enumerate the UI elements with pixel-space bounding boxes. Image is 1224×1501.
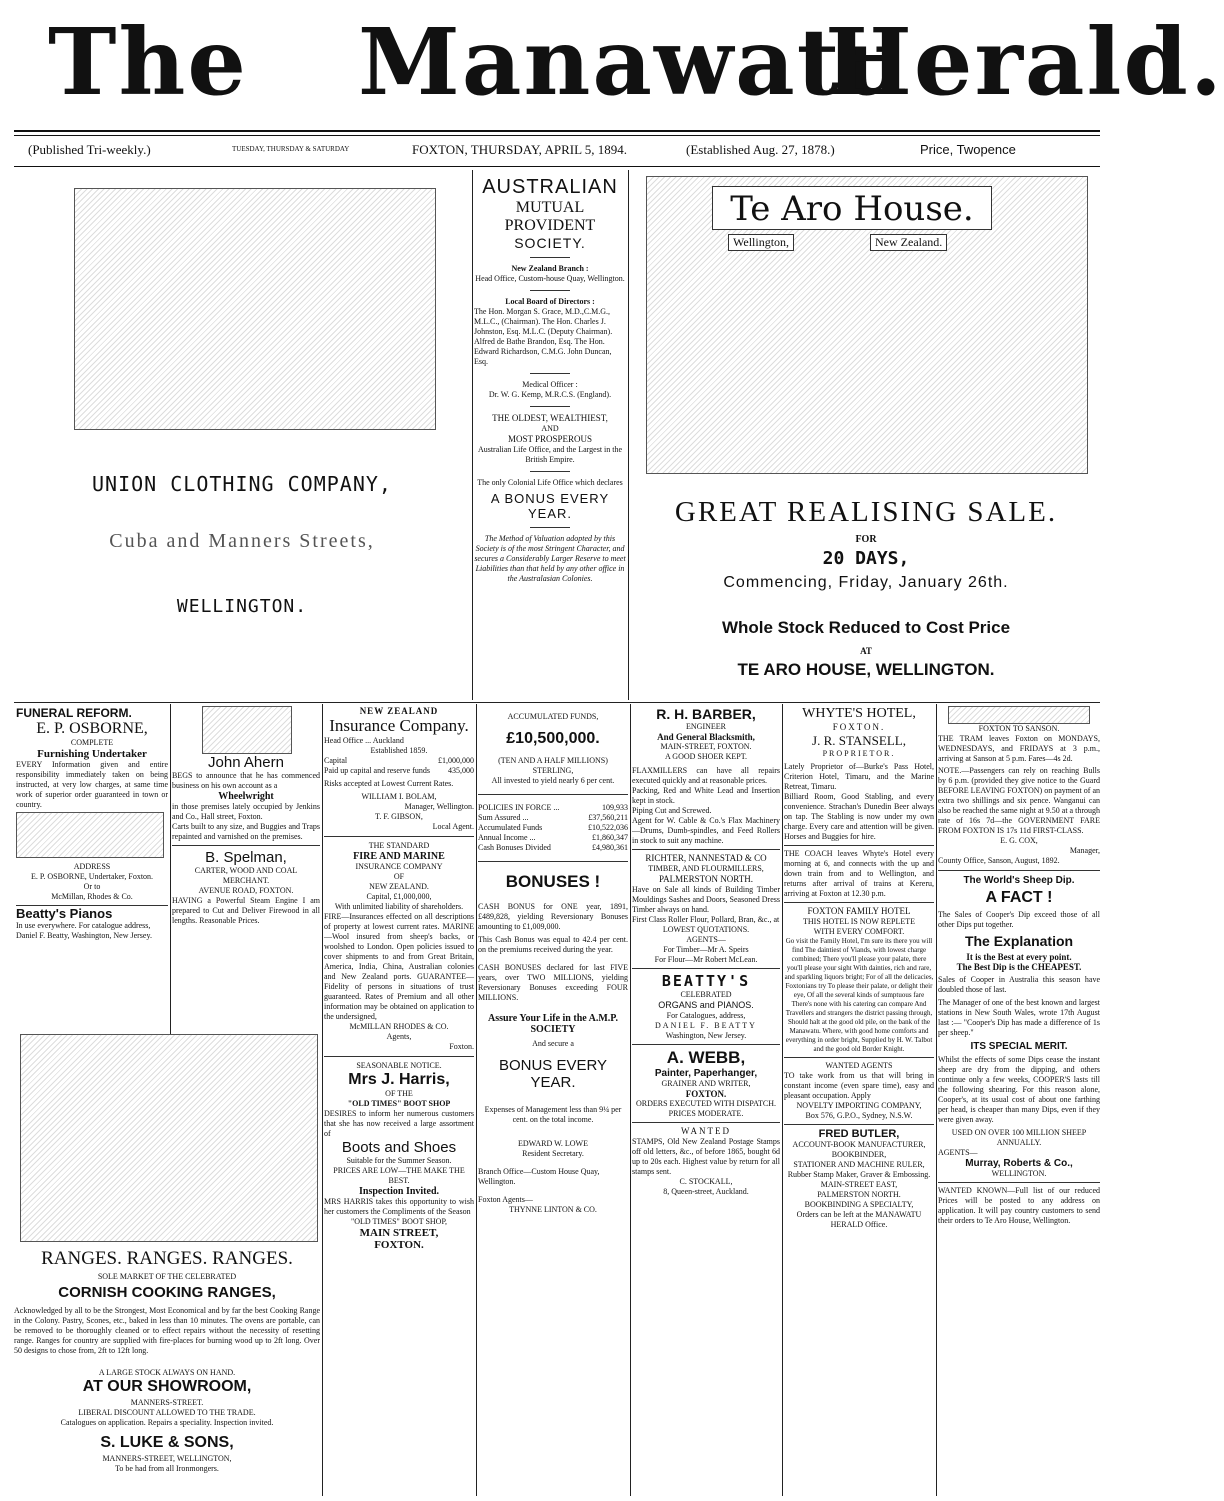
funeral-reform-ad (16, 706, 168, 1032)
sheep-heading: The World's Sheep Dip. (963, 875, 1075, 886)
tram-cox: E. G. COX, (1000, 836, 1038, 845)
butler-t4: Rubber Stamp Maker, Graver & Embossing. (787, 1170, 931, 1179)
family-comfort: WITH EVERY COMFORT. (813, 927, 905, 936)
sheep-used: USED ON OVER 100 MILLION SHEEP ANNUALLY. (951, 1128, 1087, 1147)
sale-at: AT (860, 646, 872, 656)
tram-heading: FOXTON TO SANSON. (978, 724, 1060, 733)
harris-boots: Boots and Shoes (341, 1139, 457, 1156)
amp-cash-1: CASH BONUS for ONE year, 1891, £489,828, yielding Reversionary Bonuses amounting to £1,009,000. (478, 902, 628, 931)
amp-foxton-agents: Foxton Agents— (478, 1195, 533, 1204)
amp-sum-label: Sum Assured ... (478, 813, 529, 822)
beatty-catalogues: For Catalogues, address, (666, 1011, 746, 1020)
amp-and: AND (541, 424, 559, 433)
dateline-published: (Published Tri-weekly.) (28, 142, 151, 157)
richter-text-2: First Class Roller Flour, Pollard, Bran, &c., at (632, 915, 780, 924)
sheep-best: It is the Best at every point. (966, 952, 1072, 962)
harris-summer: Suitable for the Summer Season. (346, 1156, 452, 1165)
column-rule (170, 704, 171, 1034)
amp-secretary: Resident Secretary. (522, 1149, 584, 1158)
harris-shop: "OLD TIMES" BOOT SHOP (347, 1099, 451, 1108)
harris-inspection: Inspection Invited. (358, 1186, 439, 1197)
ranges-ad (14, 1034, 320, 1496)
ahern-text-2: in those premises lately occupied by Jenkins and Co., Hall street, Foxton. (172, 802, 320, 821)
family-verse: Go visit the Family Hotel, I'm sure its there you will find The daintiest of Viands, with lowest charge combined; There you'll please your palate, there you'll please your sight With dainties, rich and rare, and sparkling liquors bright; For of all the delicacies, Foxtonians try To please their palate, or delight their eye, Of all the several kinds of sumptuous fare There's none with his catering can compare And Travellers and strangers the district passing through, Should halt at the good old pile, on the bank of the Manawatu. Where, with good home comforts and everything in order bright, Supplied by H. W. Talbot and the good old Border Knight. (784, 937, 934, 1053)
nzins-risks: Risks accepted at Lowest Current Rates. (324, 779, 454, 788)
ahern-wheelwright: Wheelwright (218, 791, 274, 802)
stamps-name: C. STOCKALL, (679, 1177, 733, 1186)
masthead-the: The (48, 8, 248, 116)
whyte-stansell: J. R. STANSELL, (812, 733, 906, 748)
barber-text-4: Agent for W. Cable & Co.'s Flax Machinery—Drums, Dumb-spindles, and Feed Rollers in stock to suit any machine. (632, 816, 780, 845)
ahern-text-3: Carts built to any size, and Buggies and Traps repainted and varnished on the premises. (172, 822, 320, 841)
sale-location: TE ARO HOUSE, WELLINGTON. (737, 660, 995, 679)
beatty-heading: BEATTY'S (661, 972, 751, 990)
rule (14, 135, 1100, 136)
amp-branch-heading: New Zealand Branch : (511, 264, 589, 273)
funeral-mcmillan: McMillan, Rhodes & Co. (51, 892, 133, 901)
dateline-price: Price, Twopence (920, 142, 1016, 157)
ranges-address: MANNERS-STREET, WELLINGTON, (102, 1454, 232, 1463)
barber-address: MAIN-STREET, FOXTON. (660, 742, 752, 751)
nzins-company: Insurance Company. (329, 716, 469, 735)
standard-fire-marine: FIRE AND MARINE (353, 851, 445, 862)
harris-main-street: MAIN STREET, (359, 1227, 439, 1239)
standard-foxton: Foxton. (449, 1042, 474, 1051)
ahern-text-1: BEGS to announce that he has commenced business on his own account as a (172, 771, 320, 790)
amp-expenses: Expenses of Management less than 9¼ per cent. on the total income. (484, 1105, 622, 1124)
amp-sterling: STERLING, (532, 766, 574, 775)
agents-box: Box 576, G.P.O., Sydney, N.S.W. (805, 1111, 913, 1120)
column-rule (936, 704, 937, 1496)
te-aro-house-ad (632, 176, 1100, 700)
spelman-text: HAVING a Powerful Steam Engine I am prepared to Cut and Deliver Firewood in all lengths. Reasonable Prices. (172, 896, 320, 925)
richter-palmerston: PALMERSTON NORTH. (659, 874, 753, 884)
sheep-text-1: The Sales of Cooper's Dip exceed those of all other Dips put together. (938, 910, 1100, 929)
amp-largest: Australian Life Office, and the Largest in the British Empire. (477, 445, 623, 464)
beatty-celebrated: CELEBRATED (680, 990, 732, 999)
amp-only: The only Colonial Life Office which declares (477, 478, 623, 487)
tram-manager: Manager, (1069, 846, 1100, 855)
te-aro-wellington: Wellington, (728, 234, 794, 251)
nzins-capital-value: £1,000,000 (438, 756, 474, 765)
butler-name: FRED BUTLER, (818, 1128, 900, 1140)
richter-name: RICHTER, NANNESTAD & CO (645, 853, 767, 863)
butler-t1: ACCOUNT-BOOK MANUFACTURER, (792, 1140, 926, 1149)
nzins-paid-value: 435,000 (448, 766, 474, 775)
beatty-organs: ORGANS and PIANOS. (658, 1000, 754, 1010)
amp-linton: THYNNE LINTON & CO. (509, 1205, 597, 1214)
nzins-gibson: T. F. GIBSON, (375, 812, 423, 821)
barber-text-2: Packing, Red and White Lead and Insertion kept in stock. (632, 786, 780, 805)
webb-grainer: GRAINER AND WRITER, (661, 1079, 751, 1088)
sale-commencing: Commencing, Friday, January 26th. (723, 574, 1009, 591)
ranges-ironmongers: To be had from all Ironmongers. (115, 1464, 219, 1473)
richter-agents: AGENTS— (686, 935, 726, 944)
sheep-text-3: The Manager of one of the best known and largest stations in New South Wales, wrote 17th August last :— "Cooper's Dip has made a difference of 1s per sheep." (938, 998, 1100, 1037)
amp-board-heading: Local Board of Directors : (505, 297, 595, 306)
stamps-heading: WANTED (681, 1126, 731, 1136)
range-engraving-image (20, 1034, 318, 1242)
butler-t2: BOOKBINDER, (831, 1150, 887, 1159)
butler-t5: MAIN-STREET EAST, (820, 1180, 898, 1189)
richter-text-1: Have on Sale all kinds of Building Timber Mouldings Sashes and Doors, Seasoned Dress Timber always on hand. (632, 885, 780, 914)
sheep-text-4: Whilst the effects of some Dips cease the instant sheep are dry from the dipping, and others continue only a few weeks, COOPER'S lasts till the following shearing. For this reason alone, Cooper's, at its usual cost of about one farthing per head, is cheaper than many Dips, even if they were given away. (938, 1055, 1100, 1124)
ranges-stock: A LARGE STOCK ALWAYS ON HAND. (98, 1368, 236, 1377)
column-rule (628, 170, 629, 700)
barber-engineer: ENGINEER (686, 722, 726, 731)
tram-office: County Office, Sanson, August, 1892. (938, 856, 1060, 865)
whyte-foxton: FOXTON. (832, 722, 886, 732)
ranges-showroom: AT OUR SHOWROOM, (82, 1378, 252, 1395)
harris-foxton: FOXTON. (374, 1239, 424, 1251)
stamps-text: STAMPS, Old New Zealand Postage Stamps off old letters, &c., of before 1865, bought 6d up to 20s each. Highest value by return for all stamps sent. (632, 1137, 780, 1176)
tram-note: NOTE.—Passengers can rely on reaching Bulls by 6 p.m. (provided they give notice to the Guard BEFORE LEAVING FOXTON) on payment of an extra two shillings and six pence. Wanganui can also be reached the same night at 9.50 at a through rate of 16s 7d—the GOVERNMENT FARE FROM FOXTON IS 17s 11d FIRST-CLASS. (938, 766, 1100, 835)
amp-cashbonus-value: £4,980,361 (592, 843, 628, 852)
funeral-body: EVERY Information given and entire responsibility immediately taken on being instructed, at very low charges, at same time work of superior order guaranteed in town or country. (16, 760, 168, 809)
rule (14, 166, 1100, 167)
family-name: FOXTON FAMILY HOTEL (807, 906, 911, 916)
amp-income-label: Annual Income ... (478, 833, 536, 842)
tram-text: THE TRAM leaves Foxton on MONDAYS, WEDNESDAYS, and FRIDAYS at 3 p.m., arriving at Sanson at 5 p.m. Fares—4s 2d. (938, 734, 1100, 763)
wanted-known: WANTED KNOWN—Full list of our reduced Prices will be posted to any address on application. It will pay country customers to send their orders to Te Aro House, Wellington. (938, 1186, 1100, 1225)
beatty-pianos-text: In use everywhere. For catalogue address, Daniel F. Beatty, Washington, New Jersey. (16, 921, 152, 940)
nzins-agent: Local Agent. (432, 822, 474, 831)
webb-prices: PRICES MODERATE. (668, 1109, 744, 1118)
agents-text: TO take work from us that will bring in constant income (even spare time), easy and pleasant occupation. Apply (784, 1071, 934, 1100)
harris-of: OF THE (385, 1089, 413, 1098)
whyte-text-2: Billiard Room, Good Stabling, and every convenience. Strachan's Dunedin Beer always on tap. The Stabling is now under my own charge. Every care and attention will be given. Horses and Buggies for hire. (784, 792, 934, 841)
column-rule (476, 704, 477, 1496)
standard-nz: NEW ZEALAND. (369, 882, 429, 891)
barber-text-3: Piping Cut and Screwed. (632, 806, 712, 815)
butler-t6: PALMERSTON NORTH. (817, 1190, 901, 1199)
rule (14, 130, 1100, 132)
beatty-pianos-heading: Beatty's Pianos (16, 906, 113, 921)
amp-title-1: AUSTRALIAN (482, 176, 618, 198)
sale-days: 20 DAYS, (822, 548, 910, 569)
richter-agent-1: For Timber—Mr A. Speirs (663, 945, 749, 954)
amp-method: The Method of Valuation adopted by this Society is of the most Stringent Character, and secures a Considerably Larger Reserve to meet Liabilities than that held by any other office in the Australasian Colonies. (474, 534, 626, 583)
dateline-days: TUESDAY, THURSDAY & SATURDAY (232, 145, 350, 153)
beatty-name: DANIEL F. BEATTY (655, 1021, 757, 1030)
ranges-heading: RANGES. RANGES. RANGES. (41, 1248, 293, 1269)
webb-foxton: FOXTON. (685, 1089, 727, 1099)
te-aro-new-zealand: New Zealand. (870, 234, 947, 251)
funeral-heading: FUNERAL REFORM. (16, 706, 132, 720)
whyte-proprietor: PROPRIETOR. (822, 749, 896, 758)
richter-lowest: LOWEST QUOTATIONS. (662, 925, 750, 934)
union-city: WELLINGTON. (176, 596, 308, 617)
standard-heading: THE STANDARD (368, 841, 430, 850)
stamps-address: 8, Queen-street, Auckland. (663, 1187, 749, 1196)
webb-trade: Painter, Paperhanger, (654, 1068, 758, 1079)
amp-most: MOST PROSPEROUS (507, 434, 593, 444)
amp-branch-office: Branch Office—Custom House Quay, Wellington. (478, 1167, 600, 1186)
masthead-manawatu: Manawatu (358, 8, 911, 116)
buggy-image (202, 706, 292, 754)
whyte-text-1: Lately Proprietor of—Burke's Pass Hotel, Criterion Hotel, Timaru, and the Marine Retreat, Timaru. (784, 762, 934, 791)
union-streets: Cuba and Manners Streets, (109, 530, 375, 552)
amp-cashbonus-label: Cash Bonuses Divided (478, 843, 551, 852)
column-rule (782, 704, 783, 1496)
webb-orders: ORDERS EXECUTED WITH DISPATCH. (635, 1099, 776, 1108)
agents-novelty: NOVELTY IMPORTING COMPANY, (796, 1101, 922, 1110)
standard-liability: With unlimited liability of shareholders. (334, 902, 464, 911)
funeral-or: Or to (83, 882, 101, 891)
dateline-established: (Established Aug. 27, 1878.) (686, 142, 835, 157)
nzins-capital-label: Capital (324, 756, 348, 765)
nzins-established: Established 1859. (370, 746, 428, 755)
dateline-date: FOXTON, THURSDAY, APRIL 5, 1894. (412, 142, 628, 157)
amp-bonus-every-year: BONUS EVERY YEAR. (498, 1057, 608, 1091)
sale-whole-stock: Whole Stock Reduced to Cost Price (721, 618, 1011, 637)
sale-headline: GREAT REALISING SALE. (674, 496, 1058, 528)
amp-accfunds-value: £10,522,036 (588, 823, 628, 832)
webb-name: A. WEBB, (666, 1048, 746, 1067)
sheep-agents: AGENTS— (938, 1148, 978, 1157)
amp-lowe: EDWARD W. LOWE (518, 1139, 588, 1148)
barber-blacksmith: And General Blacksmith, (657, 732, 755, 742)
nzins-heading: NEW ZEALAND (359, 706, 439, 716)
amp-branch-text: Head Office, Custom-house Quay, Wellington. (475, 274, 625, 283)
amp-title-3: SOCIETY. (514, 235, 586, 251)
amp-accumulated: ACCUMULATED FUNDS, (507, 712, 599, 721)
standard-agents: Agents, (386, 1032, 412, 1041)
barber-name: R. H. BARBER, (656, 706, 756, 722)
amp-medical-heading: Medical Officer : (522, 380, 578, 389)
ahern-name: John Ahern (208, 754, 284, 771)
sheep-murray: Murray, Roberts & Co., (965, 1158, 1073, 1169)
butler-t8: Orders can be left at the MANAWATU HERALD Office. (796, 1210, 922, 1229)
ranges-cornish: CORNISH COOKING RANGES, (58, 1284, 276, 1301)
amp-funds-column (478, 706, 628, 1496)
sheep-fact: A FACT ! (985, 889, 1053, 906)
coffin-image (16, 812, 164, 858)
union-clothing-ad (14, 172, 470, 700)
standard-mcmillan: McMILLAN RHODES & CO. (349, 1022, 449, 1031)
amp-society-ad (474, 176, 626, 700)
amp-income-value: £1,860,347 (592, 833, 628, 842)
amp-bonuses: BONUSES ! (505, 872, 601, 891)
amp-policies-value: 109,933 (602, 803, 628, 812)
amp-sum-value: £37,560,211 (588, 813, 628, 822)
te-aro-house-title: Te Aro House. (712, 186, 992, 230)
amp-oldest: THE OLDEST, WEALTHIEST, (492, 413, 608, 423)
amp-invested: All invested to yield nearly 6 per cent. (491, 776, 615, 785)
amp-cash-3: CASH BONUSES declared for last FIVE years, over TWO MILLIONS, yielding Reversionary Bonuses exceeding FOUR MILLIONS. (478, 963, 628, 1002)
amp-funds-amount: £10,500,000. (506, 730, 600, 747)
sheep-cheapest: The Best Dip is the CHEAPEST. (956, 962, 1082, 972)
amp-medical-text: Dr. W. G. Kemp, M.R.C.S. (England). (488, 390, 612, 399)
butler-t3: STATIONER AND MACHINE RULER, (793, 1160, 925, 1169)
amp-policies-label: POLICIES IN FORCE ... (478, 803, 560, 812)
insurance-harris-column (324, 706, 474, 1496)
standard-capital: Capital, £1,000,000, (366, 892, 432, 901)
nzins-head-office: Head Office ... Auckland (324, 736, 404, 745)
masthead (40, 8, 1224, 126)
barber-text-1: FLAXMILLERS can have all repairs executed quickly and at reasonable prices. (632, 766, 780, 785)
harris-body: DESIRES to inform her numerous customers that she has now received a large assortment of (324, 1109, 474, 1138)
sheep-wellington: WELLINGTON. (991, 1169, 1047, 1178)
sale-for: FOR (855, 534, 877, 545)
column-rule (630, 704, 631, 1496)
ranges-discount: LIBERAL DISCOUNT ALLOWED TO THE TRADE. (78, 1408, 256, 1417)
harris-body-2: MRS HARRIS takes this opportunity to wish her customers the Compliments of the Season (324, 1197, 474, 1216)
tram-sheep-column (938, 706, 1100, 1496)
ranges-catalogues: Catalogues on application. Repairs a speciality. Inspection invited. (60, 1418, 274, 1427)
amp-accfunds-label: Accumulated Funds (478, 823, 543, 832)
building-engraving-image (74, 188, 436, 430)
tram-image (948, 706, 1090, 724)
whyte-coach: THE COACH leaves Whyte's Hotel every morning at 6, and connects with the up and down train from and to Wellington, and returns after arrival of trains at Kereru, arriving at Foxton at 12.30 p.m. (784, 849, 934, 898)
spelman-address: AVENUE ROAD, FOXTON. (198, 886, 294, 895)
standard-body: FIRE—Insurances effected on all descriptions of property at lowest current rates. MARINE—Wool insured from sheep's backs, or woolshed to London. Open policies issued to cover shipments to and from Great Britain, America, India, China, Australian colonies and New Zealand ports. GUARANTEE—Fidelity of persons in situations of trust guaranteed. Rates of Premium and all other information may be obtained on application to the undersigned, (324, 912, 474, 1021)
ranges-sole: SOLE MARKET OF THE CELEBRATED (97, 1272, 237, 1281)
harris-seasonable: SEASONABLE NOTICE. (356, 1061, 442, 1070)
nzins-manager: Manager, Wellington. (404, 802, 474, 811)
barber-shoer: A GOOD SHOER KEPT. (664, 752, 748, 761)
amp-ten-half: (TEN AND A HALF MILLIONS) (498, 756, 608, 765)
amp-board-text: The Hon. Morgan S. Grace, M.D.,C.M.G., M.L.C., (Chairman). The Hon. Charles J. Johnston, Esq. M.L.C. (Deputy Chairman). Alfred de Bathe Brandon, Esq. The Hon. Edward Richardson, C.M.G. John Duncan, Esq. (474, 307, 613, 366)
funeral-address-heading: ADDRESS (73, 862, 111, 871)
standard-company: INSURANCE COMPANY (355, 862, 443, 871)
ranges-manners: MANNERS-STREET. (130, 1398, 204, 1407)
sheep-text-2: Sales of Cooper in Australia this season have doubled those of last. (938, 975, 1100, 994)
harris-name: Mrs J. Harris, (348, 1071, 450, 1088)
amp-title-2: MUTUAL PROVIDENT (504, 199, 596, 234)
nzins-paid-label: Paid up capital and reserve funds (324, 766, 430, 775)
union-name: UNION CLOTHING COMPANY, (92, 472, 392, 496)
beatty-washington: Washington, New Jersey. (665, 1031, 747, 1040)
amp-year: YEAR. (527, 506, 572, 521)
sheep-explanation: The Explanation (964, 933, 1074, 949)
funeral-complete: COMPLETE (70, 738, 114, 747)
family-replete: THIS HOTEL IS NOW REPLETE (803, 917, 915, 926)
spelman-name: B. Spelman, (205, 849, 287, 866)
whyte-name: WHYTE'S HOTEL, (802, 706, 916, 721)
harris-shop-2: "OLD TIMES" BOOT SHOP, (350, 1217, 448, 1226)
sheep-merit: ITS SPECIAL MERIT. (970, 1041, 1068, 1052)
rule (14, 702, 1100, 703)
standard-of: OF (393, 872, 405, 881)
spelman-trade: CARTER, WOOD AND COAL MERCHANT. (194, 866, 298, 885)
whyte-hotel-column (784, 706, 934, 1496)
column-rule (322, 704, 323, 1496)
funeral-undertaker: Furnishing Undertaker (37, 748, 147, 760)
richter-agent-2: For Flour—Mr Robert McLean. (654, 955, 758, 964)
ahern-spelman-ads (172, 706, 320, 1032)
column-rule (472, 170, 473, 700)
amp-bonus: A BONUS EVERY (490, 491, 610, 506)
harris-prices: PRICES ARE LOW—THE MAKE THE BEST. (333, 1166, 465, 1185)
richter-trade: TIMBER, AND FLOURMILLERS, (648, 864, 764, 873)
ranges-luke: S. LUKE & SONS, (100, 1434, 234, 1451)
barber-column (632, 706, 780, 1496)
dateline (14, 142, 1100, 164)
amp-assure: Assure Your Life in the A.M.P. SOCIETY (487, 1013, 618, 1035)
funeral-address: E. P. OSBORNE, Undertaker, Foxton. (30, 872, 154, 881)
amp-secure: And secure a (532, 1039, 574, 1048)
ranges-body: Acknowledged by all to be the Strongest, Most Economical and by far the best Cooking Range in the Colony. Pastry, Scones, etc., baked in less than 10 minutes. The ovens are portable, can be removed to be thoroughly cleaned or to effect repairs without the necessity of resetting range. Ranges for country are supplied with fire-places for burning wood up to 2ft long. Over 50 designs to chose from, 2ft to 12ft long. (14, 1306, 320, 1355)
funeral-name: E. P. OSBORNE, (36, 720, 148, 737)
masthead-herald: Herald. (825, 8, 1224, 116)
agents-heading: WANTED AGENTS (825, 1061, 893, 1070)
nzins-bolam: WILLIAM I. BOLAM, (361, 792, 437, 801)
amp-cash-2: This Cash Bonus was equal to 42.4 per cent. on the premiums received during the year. (478, 935, 628, 954)
butler-t7: BOOKBINDING A SPECIALTY, (804, 1200, 914, 1209)
